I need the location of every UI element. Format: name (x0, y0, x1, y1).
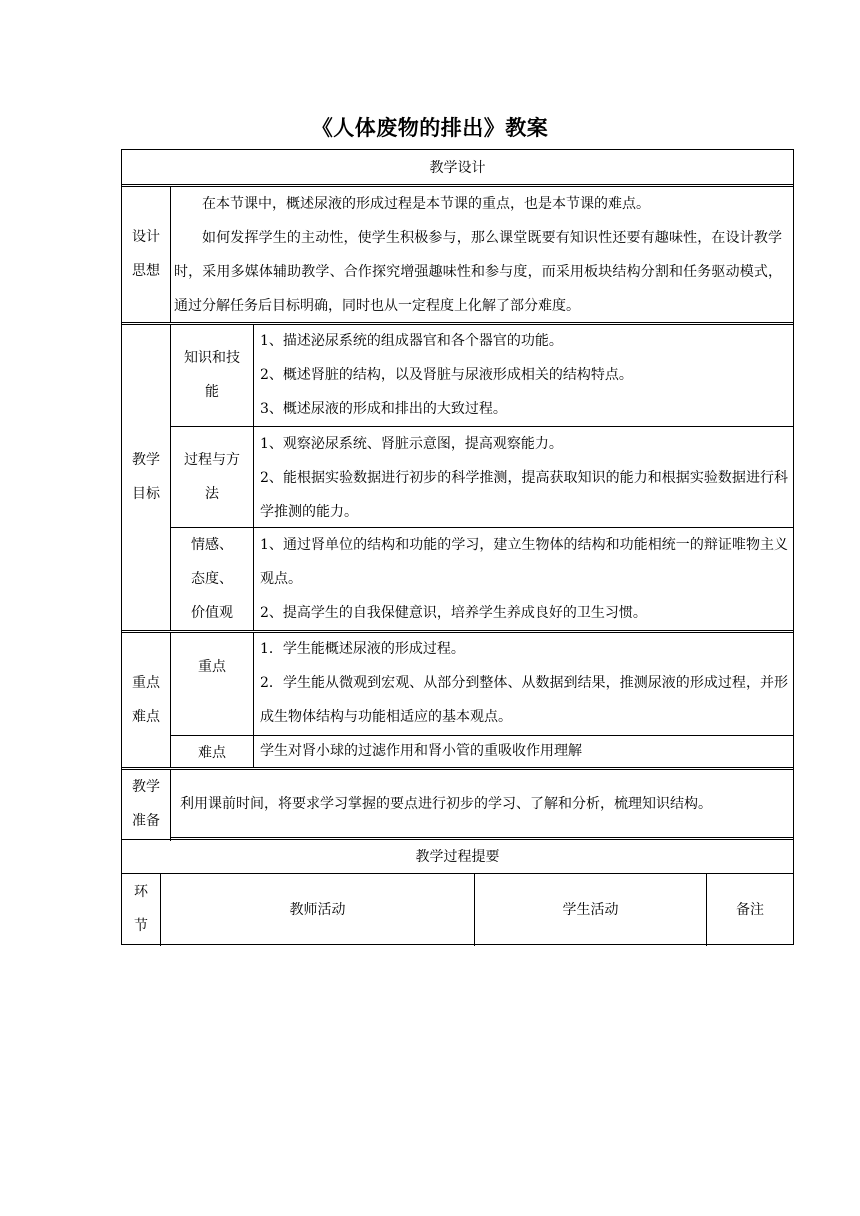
goal-item: 3、概述尿液的形成和排出的大致过程。 (260, 401, 507, 417)
prep-label-line: 准备 (132, 813, 160, 829)
difficulty-label: 难点 (198, 744, 226, 761)
goals-label-line: 教学 (132, 452, 160, 468)
key-point-content (260, 632, 788, 735)
goal-knowledge-label (171, 324, 253, 426)
key-label-line: 重点 (132, 674, 160, 691)
column-teacher: 教师活动 (289, 902, 346, 918)
goal-process-content (260, 427, 788, 527)
key-point-item: 2．学生能从微观到宏观、从部分到整体、从数据到结果，推测尿液的形成过程，并形成生物体结构与功能相适应的基本观点。 (260, 675, 788, 725)
column-stage-line: 环 (134, 884, 148, 900)
key-label (122, 632, 170, 767)
document-title: 《人体废物的排出》教案 (311, 116, 549, 140)
goal-item: 1、观察泌尿系统、肾脏示意图，提高观察能力。 (260, 436, 563, 452)
key-point-label: 重点 (198, 659, 226, 675)
column-stage (122, 874, 160, 944)
goal-sub-line: 能 (205, 384, 219, 400)
goal-attitude-label (171, 528, 253, 630)
column-notes: 备注 (736, 902, 764, 918)
goal-item: 1、通过肾单位的结构和功能的学习，建立生物体的结构和功能相统一的辩证唯物主义观点。 (260, 537, 788, 587)
column-student: 学生活动 (562, 902, 619, 918)
design-paragraph: 如何发挥学生的主动性，使学生积极参与，那么课堂既要有知识性还要有趣味性，在设计教学时，采用多媒体辅助教学、合作探究增强趣味性和参与度，而采用板块结构分割和任务驱动模式，通过分解任务后目标明确，同时也从一定程度上化解了部分难度。 (174, 230, 782, 314)
difficulty-content: 学生对肾小球的过滤作用和肾小管的重吸收作用理解 (260, 743, 582, 759)
goal-process-label (171, 427, 253, 527)
prep-label (122, 769, 170, 839)
goal-item: 2、概述肾脏的结构，以及肾脏与尿液形成相关的结构特点。 (260, 367, 633, 383)
goal-item: 2、能根据实验数据进行初步的科学推测，提高获取知识的能力和根据实验数据进行科学推测的能力。 (260, 470, 788, 520)
goal-knowledge-content (260, 324, 788, 426)
goal-sub-line: 态度、 (191, 571, 233, 587)
goal-sub-line: 价值观 (191, 605, 233, 621)
goal-item: 2、提高学生的自我保健意识，培养学生养成良好的卫生习惯。 (260, 605, 647, 621)
design-label-line: 设计 (132, 229, 160, 245)
goal-item: 1、描述泌尿系统的组成器官和各个器官的功能。 (260, 333, 563, 349)
design-header: 教学设计 (429, 160, 486, 176)
prep-content: 利用课前时间，将要求学习掌握的要点进行初步的学习、了解和分析，梳理知识结构。 (180, 796, 712, 812)
lesson-plan-table (121, 149, 794, 945)
goals-label (122, 324, 170, 630)
prep-label-line: 教学 (132, 779, 160, 795)
goal-sub-line: 知识和技 (184, 350, 240, 366)
key-point-item: 1．学生能概述尿液的形成过程。 (260, 641, 465, 657)
process-header: 教学过程提要 (415, 849, 500, 865)
design-label (122, 186, 170, 322)
design-paragraph: 在本节课中，概述尿液的形成过程是本节课的重点，也是本节课的难点。 (202, 196, 650, 212)
goal-sub-line: 情感、 (191, 537, 233, 553)
goal-sub-line: 法 (205, 486, 219, 502)
goal-attitude-content (260, 528, 788, 630)
design-label-line: 思想 (132, 263, 160, 279)
column-stage-line: 节 (134, 918, 148, 934)
key-label-line: 难点 (132, 708, 160, 725)
goals-label-line: 目标 (132, 486, 160, 502)
goal-sub-line: 过程与方 (184, 452, 240, 468)
design-content (174, 187, 782, 322)
